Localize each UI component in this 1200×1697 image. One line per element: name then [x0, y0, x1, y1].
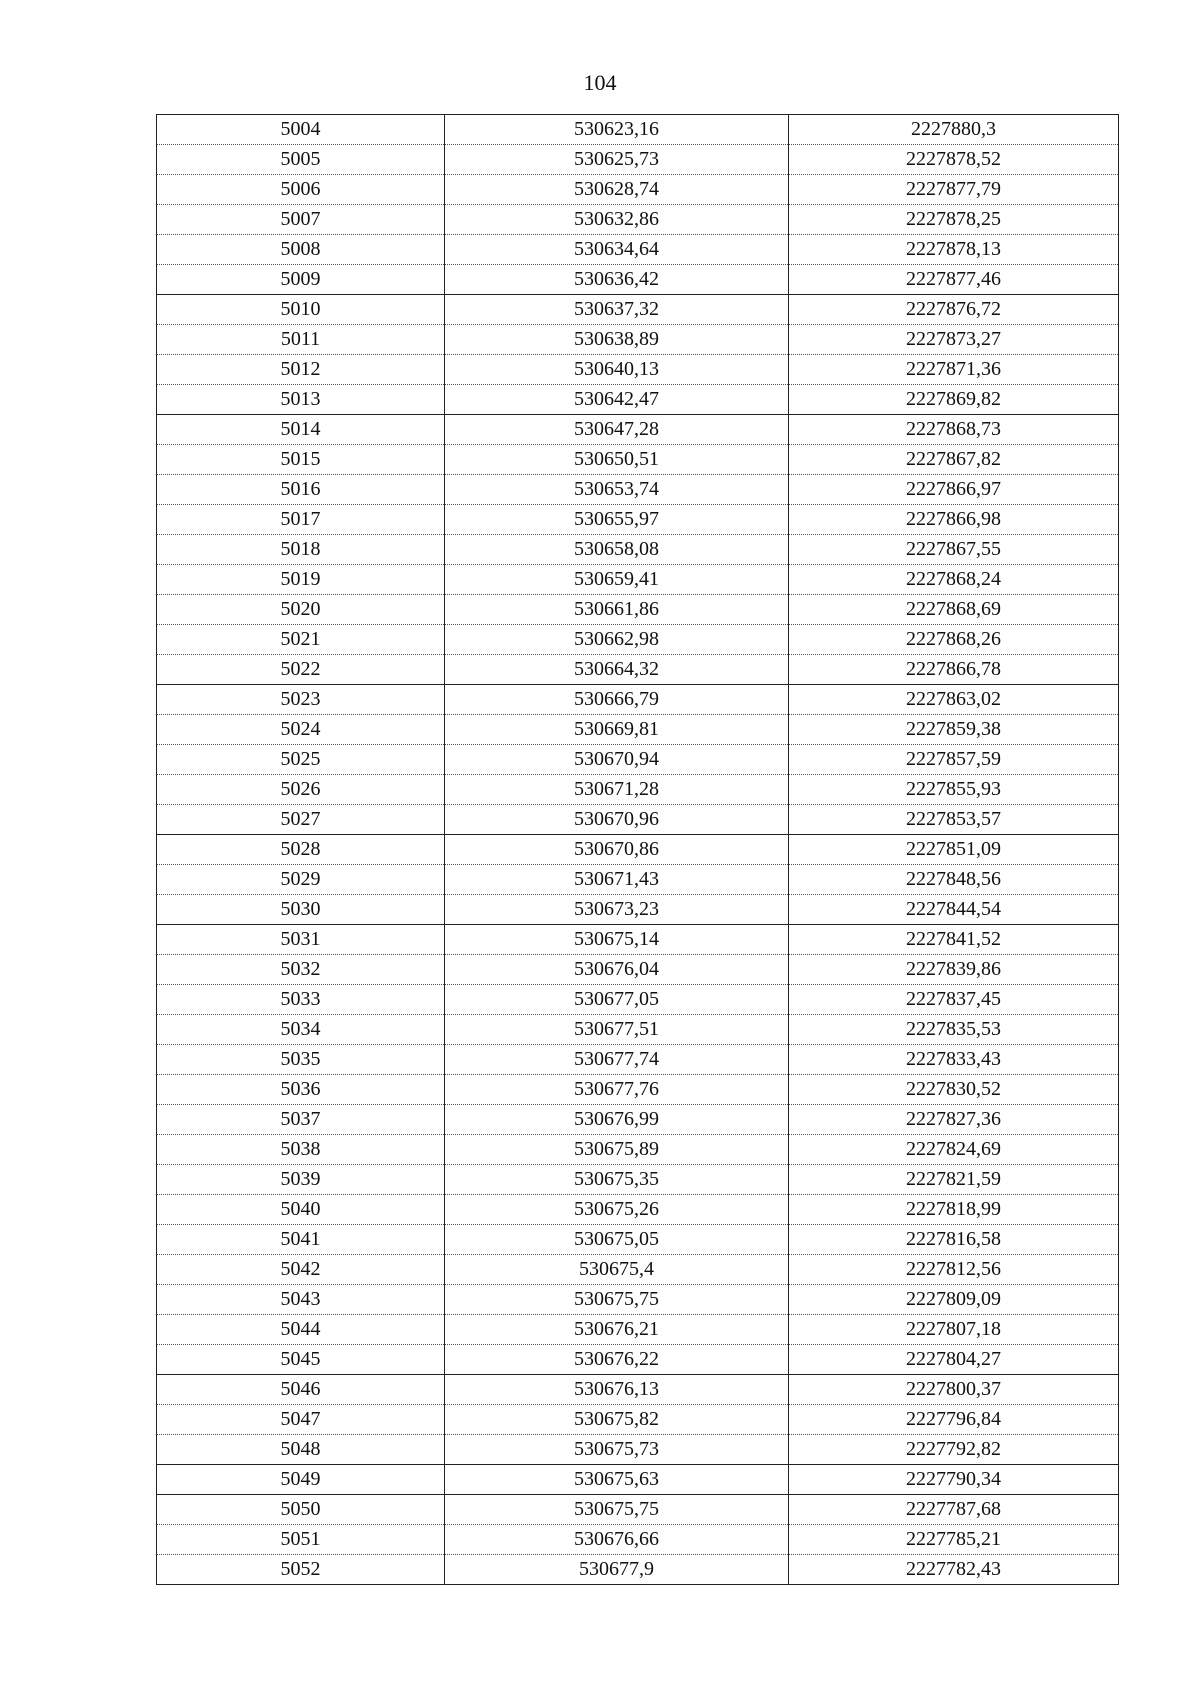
point-number-cell: 5019 [157, 565, 445, 595]
x-coordinate-cell: 530653,74 [445, 475, 789, 505]
table-row [157, 505, 1119, 535]
y-coordinate-cell: 2227878,52 [789, 145, 1119, 175]
table-row [157, 745, 1119, 775]
y-coordinate-cell: 2227867,82 [789, 445, 1119, 475]
table-row [157, 1075, 1119, 1105]
y-coordinate-cell: 2227848,56 [789, 865, 1119, 895]
x-coordinate-cell: 530677,9 [445, 1555, 789, 1585]
x-coordinate-cell: 530675,63 [445, 1465, 789, 1495]
table-row [157, 1555, 1119, 1585]
point-number-cell: 5018 [157, 535, 445, 565]
x-coordinate-cell: 530676,21 [445, 1315, 789, 1345]
point-number-cell: 5006 [157, 175, 445, 205]
x-coordinate-cell: 530675,75 [445, 1495, 789, 1525]
x-coordinate-cell: 530676,99 [445, 1105, 789, 1135]
table-row [157, 655, 1119, 685]
x-coordinate-cell: 530675,82 [445, 1405, 789, 1435]
x-coordinate-cell: 530676,13 [445, 1375, 789, 1405]
table-row [157, 565, 1119, 595]
table-row [157, 925, 1119, 955]
point-number-cell: 5043 [157, 1285, 445, 1315]
y-coordinate-cell: 2227824,69 [789, 1135, 1119, 1165]
table-row [157, 235, 1119, 265]
point-number-cell: 5052 [157, 1555, 445, 1585]
y-coordinate-cell: 2227782,43 [789, 1555, 1119, 1585]
table-row [157, 265, 1119, 295]
x-coordinate-cell: 530676,22 [445, 1345, 789, 1375]
page-number: 104 [583, 70, 617, 95]
point-number-cell: 5031 [157, 925, 445, 955]
x-coordinate-cell: 530664,32 [445, 655, 789, 685]
y-coordinate-cell: 2227878,13 [789, 235, 1119, 265]
y-coordinate-cell: 2227837,45 [789, 985, 1119, 1015]
table-row [157, 1135, 1119, 1165]
table-row [157, 595, 1119, 625]
x-coordinate-cell: 530666,79 [445, 685, 789, 715]
point-number-cell: 5008 [157, 235, 445, 265]
coordinates-table-body [157, 115, 1119, 1585]
x-coordinate-cell: 530670,86 [445, 835, 789, 865]
x-coordinate-cell: 530671,28 [445, 775, 789, 805]
point-number-cell: 5045 [157, 1345, 445, 1375]
point-number-cell: 5020 [157, 595, 445, 625]
y-coordinate-cell: 2227853,57 [789, 805, 1119, 835]
point-number-cell: 5015 [157, 445, 445, 475]
x-coordinate-cell: 530675,4 [445, 1255, 789, 1285]
x-coordinate-cell: 530636,42 [445, 265, 789, 295]
y-coordinate-cell: 2227839,86 [789, 955, 1119, 985]
table-row [157, 1465, 1119, 1495]
table-row [157, 1375, 1119, 1405]
table-row [157, 865, 1119, 895]
y-coordinate-cell: 2227816,58 [789, 1225, 1119, 1255]
y-coordinate-cell: 2227868,73 [789, 415, 1119, 445]
table-row [157, 1285, 1119, 1315]
table-row [157, 1045, 1119, 1075]
point-number-cell: 5028 [157, 835, 445, 865]
point-number-cell: 5042 [157, 1255, 445, 1285]
y-coordinate-cell: 2227873,27 [789, 325, 1119, 355]
x-coordinate-cell: 530670,96 [445, 805, 789, 835]
y-coordinate-cell: 2227796,84 [789, 1405, 1119, 1435]
point-number-cell: 5017 [157, 505, 445, 535]
point-number-cell: 5025 [157, 745, 445, 775]
x-coordinate-cell: 530675,35 [445, 1165, 789, 1195]
x-coordinate-cell: 530676,04 [445, 955, 789, 985]
point-number-cell: 5009 [157, 265, 445, 295]
point-number-cell: 5038 [157, 1135, 445, 1165]
coordinates-table [156, 114, 1119, 1585]
table-row [157, 685, 1119, 715]
y-coordinate-cell: 2227866,97 [789, 475, 1119, 505]
table-row [157, 355, 1119, 385]
y-coordinate-cell: 2227807,18 [789, 1315, 1119, 1345]
y-coordinate-cell: 2227880,3 [789, 115, 1119, 145]
table-row [157, 895, 1119, 925]
y-coordinate-cell: 2227809,09 [789, 1285, 1119, 1315]
x-coordinate-cell: 530669,81 [445, 715, 789, 745]
point-number-cell: 5004 [157, 115, 445, 145]
x-coordinate-cell: 530662,98 [445, 625, 789, 655]
y-coordinate-cell: 2227863,02 [789, 685, 1119, 715]
point-number-cell: 5035 [157, 1045, 445, 1075]
x-coordinate-cell: 530676,66 [445, 1525, 789, 1555]
y-coordinate-cell: 2227869,82 [789, 385, 1119, 415]
x-coordinate-cell: 530625,73 [445, 145, 789, 175]
table-row [157, 145, 1119, 175]
point-number-cell: 5039 [157, 1165, 445, 1195]
x-coordinate-cell: 530677,05 [445, 985, 789, 1015]
table-row [157, 805, 1119, 835]
y-coordinate-cell: 2227877,79 [789, 175, 1119, 205]
y-coordinate-cell: 2227878,25 [789, 205, 1119, 235]
x-coordinate-cell: 530677,74 [445, 1045, 789, 1075]
y-coordinate-cell: 2227812,56 [789, 1255, 1119, 1285]
y-coordinate-cell: 2227827,36 [789, 1105, 1119, 1135]
x-coordinate-cell: 530637,32 [445, 295, 789, 325]
table-row [157, 1015, 1119, 1045]
y-coordinate-cell: 2227835,53 [789, 1015, 1119, 1045]
y-coordinate-cell: 2227790,34 [789, 1465, 1119, 1495]
y-coordinate-cell: 2227800,37 [789, 1375, 1119, 1405]
x-coordinate-cell: 530642,47 [445, 385, 789, 415]
table-row [157, 955, 1119, 985]
x-coordinate-cell: 530655,97 [445, 505, 789, 535]
table-row [157, 715, 1119, 745]
point-number-cell: 5046 [157, 1375, 445, 1405]
point-number-cell: 5036 [157, 1075, 445, 1105]
table-row [157, 1435, 1119, 1465]
table-row [157, 625, 1119, 655]
x-coordinate-cell: 530673,23 [445, 895, 789, 925]
point-number-cell: 5034 [157, 1015, 445, 1045]
y-coordinate-cell: 2227792,82 [789, 1435, 1119, 1465]
y-coordinate-cell: 2227787,68 [789, 1495, 1119, 1525]
point-number-cell: 5040 [157, 1195, 445, 1225]
x-coordinate-cell: 530659,41 [445, 565, 789, 595]
table-row [157, 415, 1119, 445]
y-coordinate-cell: 2227833,43 [789, 1045, 1119, 1075]
point-number-cell: 5022 [157, 655, 445, 685]
point-number-cell: 5049 [157, 1465, 445, 1495]
point-number-cell: 5016 [157, 475, 445, 505]
table-row [157, 1405, 1119, 1435]
y-coordinate-cell: 2227841,52 [789, 925, 1119, 955]
point-number-cell: 5011 [157, 325, 445, 355]
x-coordinate-cell: 530671,43 [445, 865, 789, 895]
table-row [157, 1225, 1119, 1255]
table-row [157, 1345, 1119, 1375]
y-coordinate-cell: 2227871,36 [789, 355, 1119, 385]
x-coordinate-cell: 530677,76 [445, 1075, 789, 1105]
table-row [157, 1495, 1119, 1525]
table-row [157, 175, 1119, 205]
y-coordinate-cell: 2227855,93 [789, 775, 1119, 805]
point-number-cell: 5005 [157, 145, 445, 175]
table-row [157, 205, 1119, 235]
point-number-cell: 5021 [157, 625, 445, 655]
x-coordinate-cell: 530670,94 [445, 745, 789, 775]
table-row [157, 985, 1119, 1015]
point-number-cell: 5029 [157, 865, 445, 895]
table-row [157, 1315, 1119, 1345]
table-row [157, 295, 1119, 325]
y-coordinate-cell: 2227857,59 [789, 745, 1119, 775]
table-row [157, 115, 1119, 145]
y-coordinate-cell: 2227868,24 [789, 565, 1119, 595]
table-row [157, 1195, 1119, 1225]
point-number-cell: 5014 [157, 415, 445, 445]
x-coordinate-cell: 530640,13 [445, 355, 789, 385]
y-coordinate-cell: 2227877,46 [789, 265, 1119, 295]
point-number-cell: 5041 [157, 1225, 445, 1255]
point-number-cell: 5044 [157, 1315, 445, 1345]
table-row [157, 445, 1119, 475]
point-number-cell: 5033 [157, 985, 445, 1015]
point-number-cell: 5007 [157, 205, 445, 235]
y-coordinate-cell: 2227868,69 [789, 595, 1119, 625]
y-coordinate-cell: 2227804,27 [789, 1345, 1119, 1375]
table-row [157, 775, 1119, 805]
x-coordinate-cell: 530675,05 [445, 1225, 789, 1255]
table-row [157, 1525, 1119, 1555]
table-row [157, 325, 1119, 355]
x-coordinate-cell: 530675,73 [445, 1435, 789, 1465]
point-number-cell: 5048 [157, 1435, 445, 1465]
x-coordinate-cell: 530658,08 [445, 535, 789, 565]
table-row [157, 1255, 1119, 1285]
x-coordinate-cell: 530628,74 [445, 175, 789, 205]
y-coordinate-cell: 2227821,59 [789, 1165, 1119, 1195]
point-number-cell: 5050 [157, 1495, 445, 1525]
x-coordinate-cell: 530638,89 [445, 325, 789, 355]
x-coordinate-cell: 530632,86 [445, 205, 789, 235]
x-coordinate-cell: 530675,75 [445, 1285, 789, 1315]
table-row [157, 1105, 1119, 1135]
point-number-cell: 5010 [157, 295, 445, 325]
y-coordinate-cell: 2227859,38 [789, 715, 1119, 745]
table-row [157, 835, 1119, 865]
point-number-cell: 5024 [157, 715, 445, 745]
table-row [157, 475, 1119, 505]
y-coordinate-cell: 2227866,98 [789, 505, 1119, 535]
point-number-cell: 5026 [157, 775, 445, 805]
table-row [157, 1165, 1119, 1195]
x-coordinate-cell: 530675,89 [445, 1135, 789, 1165]
x-coordinate-cell: 530675,14 [445, 925, 789, 955]
point-number-cell: 5013 [157, 385, 445, 415]
x-coordinate-cell: 530661,86 [445, 595, 789, 625]
y-coordinate-cell: 2227868,26 [789, 625, 1119, 655]
point-number-cell: 5051 [157, 1525, 445, 1555]
table-row [157, 385, 1119, 415]
table-row [157, 535, 1119, 565]
x-coordinate-cell: 530634,64 [445, 235, 789, 265]
point-number-cell: 5023 [157, 685, 445, 715]
x-coordinate-cell: 530675,26 [445, 1195, 789, 1225]
y-coordinate-cell: 2227876,72 [789, 295, 1119, 325]
point-number-cell: 5037 [157, 1105, 445, 1135]
point-number-cell: 5027 [157, 805, 445, 835]
y-coordinate-cell: 2227851,09 [789, 835, 1119, 865]
x-coordinate-cell: 530650,51 [445, 445, 789, 475]
y-coordinate-cell: 2227830,52 [789, 1075, 1119, 1105]
x-coordinate-cell: 530677,51 [445, 1015, 789, 1045]
y-coordinate-cell: 2227866,78 [789, 655, 1119, 685]
y-coordinate-cell: 2227818,99 [789, 1195, 1119, 1225]
point-number-cell: 5030 [157, 895, 445, 925]
y-coordinate-cell: 2227844,54 [789, 895, 1119, 925]
x-coordinate-cell: 530647,28 [445, 415, 789, 445]
y-coordinate-cell: 2227785,21 [789, 1525, 1119, 1555]
x-coordinate-cell: 530623,16 [445, 115, 789, 145]
point-number-cell: 5012 [157, 355, 445, 385]
point-number-cell: 5047 [157, 1405, 445, 1435]
y-coordinate-cell: 2227867,55 [789, 535, 1119, 565]
point-number-cell: 5032 [157, 955, 445, 985]
